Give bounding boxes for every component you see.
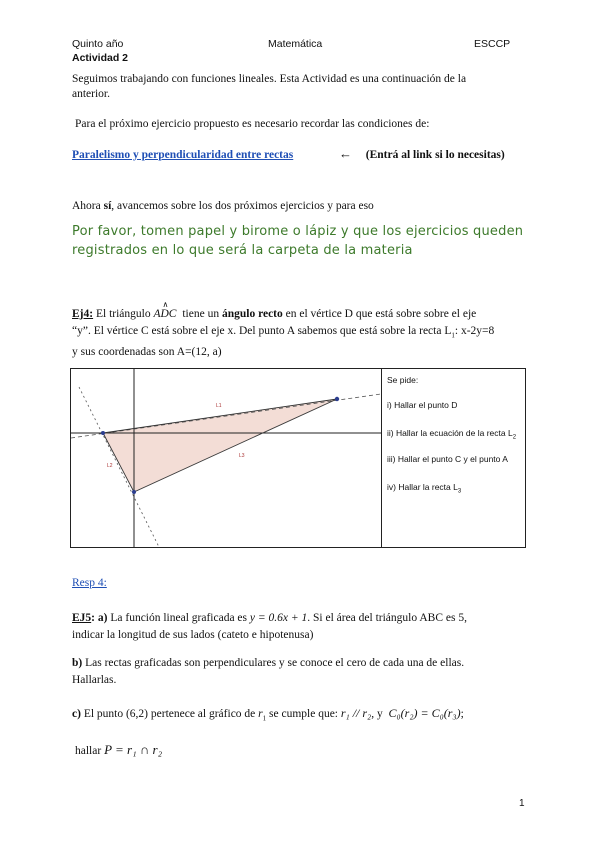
intro-line-1: Seguimos trabajando con funciones lineales. Esta Actividad es una continuación de la xyxy=(72,73,467,85)
ej4-line-2: “y”. El vértice C está sobre el eje x. Del punto A sabemos que está sobre la recta L xyxy=(72,325,452,337)
ej5-c-text-1: El punto (6,2) pertenece al gráfico de xyxy=(80,708,259,720)
green-line-1: Por favor, tomen papel y birome o lápiz y que los ejercicios queden xyxy=(72,224,524,239)
ej5-c-end: ; xyxy=(460,708,464,720)
ej5-a-text-1: La función lineal graficada es xyxy=(107,612,250,624)
ahora-post: , avancemos sobre los dos próximos ejercicios y para eso xyxy=(111,200,374,212)
ej5-a-equation: y = 0.6x + 1 xyxy=(249,612,308,624)
ej4-label: Ej4: xyxy=(72,308,94,320)
ej5-a-label: a) xyxy=(97,612,108,624)
task-item-4-text: iv) Hallar la recta L xyxy=(387,482,458,492)
triangle-graph xyxy=(71,369,381,547)
ej4-text-3: en el vértice D que está sobre sobre el eje xyxy=(282,308,477,320)
ej5-b-line-2: Hallarlas. xyxy=(72,674,117,686)
triangle-adc xyxy=(153,300,179,323)
ej4-text-1: El triángulo xyxy=(93,308,154,320)
triangle-fill xyxy=(103,399,337,492)
label-l3: L3 xyxy=(239,453,245,459)
parallel-perpendicular-link[interactable]: Paralelismo y perpendicularidad entre rectas xyxy=(72,149,294,161)
point-c xyxy=(101,431,105,435)
ahora-line xyxy=(72,199,374,214)
ej5-c-r1: r xyxy=(258,708,263,720)
ej5-b xyxy=(72,655,542,689)
task-item-2-sub: 2 xyxy=(512,434,517,441)
ej5-label: EJ5 xyxy=(72,612,92,624)
intro-line-2: anterior. xyxy=(72,88,110,100)
resp4-link[interactable]: Resp 4: xyxy=(72,577,107,589)
ej5-a: EJ5: a) La función lineal graficada es y = 0.6x + 1. Si el área del triángulo ABC es 5, indicar la longitud de sus lados (cateto e hipotenusa) xyxy=(72,610,542,644)
hallar-row xyxy=(75,742,162,759)
ej4-bold: ángulo recto xyxy=(221,308,283,320)
ej5-a-line-2: indicar la longitud de sus lados (cateto e hipotenusa) xyxy=(72,629,314,641)
l1-equation: : x-2y=8 xyxy=(454,325,495,337)
ej5-a-text-2: . Si el área del triángulo ABC es 5, xyxy=(307,612,467,624)
activity-title: Actividad 2 xyxy=(72,52,129,64)
task-item-3: iii) Hallar el punto C y el punto A xyxy=(387,454,508,464)
se-pide-label: Se pide: xyxy=(387,375,419,385)
task-item-2 xyxy=(387,428,516,441)
ej4-line-3: y sus coordenadas son A=(12, a) xyxy=(72,346,222,359)
link-row xyxy=(72,146,505,163)
green-line-2: registrados en lo que será la carpeta de la materia xyxy=(72,243,413,258)
label-l2: L2 xyxy=(107,463,113,469)
header-left: Quinto año xyxy=(72,38,124,50)
ej5-b-label: b) xyxy=(72,657,83,669)
task-item-4 xyxy=(387,482,461,495)
point-d xyxy=(132,490,136,494)
figure-divider xyxy=(381,369,382,547)
ej4-statement xyxy=(72,300,542,361)
recall-text: Para el próximo ejercicio propuesto es necesario recordar las condiciones de: xyxy=(75,118,430,130)
header-center: Matemática xyxy=(268,38,323,50)
arrow-left-icon: ← xyxy=(339,146,352,161)
link-note: (Entrá al link si lo necesitas) xyxy=(365,149,505,161)
triangle-letters: ADC xyxy=(153,308,177,320)
point-a xyxy=(335,397,339,401)
l1-subscript: 1 xyxy=(451,331,455,340)
ahora-bold: sí xyxy=(103,200,112,212)
ej5-c-y: , y xyxy=(371,708,383,720)
task-item-2-text: ii) Hallar la ecuación de la recta L xyxy=(387,428,513,438)
task-item-4-sub: 3 xyxy=(457,488,462,495)
green-note xyxy=(72,222,542,260)
ej4-text-2: tiene un xyxy=(179,308,222,320)
ej5-c-text-2: se cumple que: xyxy=(266,708,341,720)
page-number: 1 xyxy=(519,798,525,809)
ahora-pre: Ahora xyxy=(72,200,104,212)
intro-paragraph xyxy=(72,72,532,102)
hallar-equation: P = r₁ ∩ r₂ xyxy=(104,742,163,757)
label-l1: L1 xyxy=(216,403,222,409)
ej5-c-r1-sub: 1 xyxy=(262,714,267,723)
ej5-c-equation: C₀(r₂) = C₀(r₃) xyxy=(388,706,461,720)
resp4-row xyxy=(72,576,107,591)
triangle-hat: ∧ xyxy=(162,300,169,309)
figure-box xyxy=(70,368,526,548)
hallar-text: hallar xyxy=(75,745,105,757)
ej5-c xyxy=(72,706,464,726)
task-item-1: i) Hallar el punto D xyxy=(387,400,458,410)
ej5-c-relation: r₁ // r₂ xyxy=(340,706,372,720)
ej5-b-text: Las rectas graficadas son perpendiculares y se conoce el cero de cada una de ellas. xyxy=(82,657,465,669)
ej5-c-label: c) xyxy=(72,708,81,720)
header-right: ESCCP xyxy=(474,38,511,50)
